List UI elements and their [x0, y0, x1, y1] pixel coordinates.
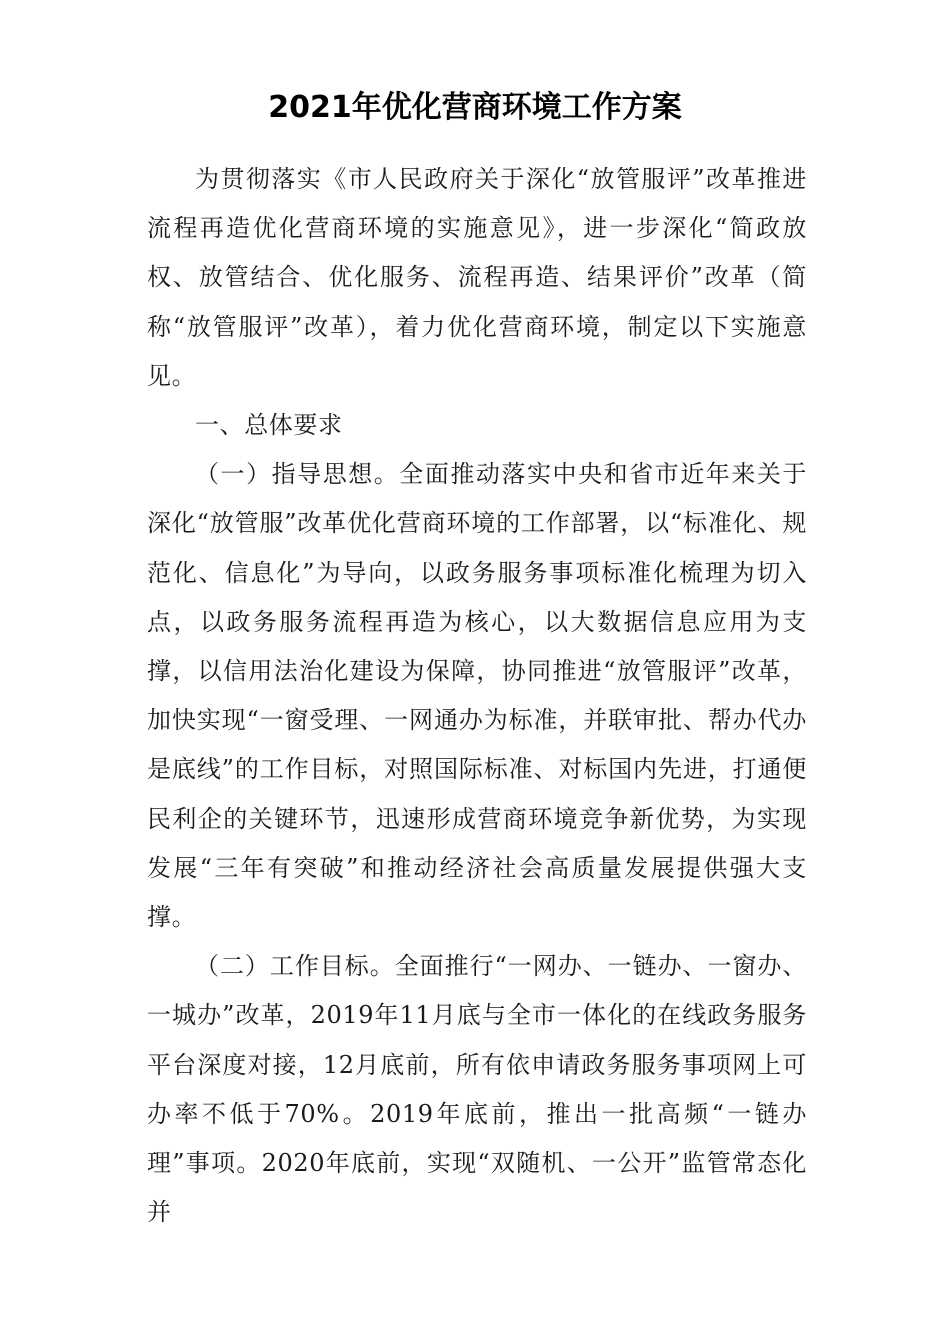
work-goals-paragraph: （二）工作目标。全面推行“一网办、一链办、一窗办、一城办”改革，2019年11月底与全市一体化的在线政务服务平台深度对接，12月底前，所有依申请政务服务事项网上可办率不低于70%。2019年底前，推出一批高频“一链办理”事项。2020年底前，实现“双随机、一公开”监管常态化并	[147, 952, 807, 1227]
intro-paragraph: 为贯彻落实《市人民政府关于深化“放管服评”改革推进流程再造优化营商环境的实施意见》，进一步深化“简政放权、放管结合、优化服务、流程再造、结果评价”改革（简称“放管服评”改革），着力优化营商环境，制定以下实施意见。	[147, 165, 807, 390]
document-body	[147, 155, 807, 1237]
guiding-ideology-paragraph: （一）指导思想。全面推动落实中央和省市近年来关于深化“放管服”改革优化营商环境的工作部署，以“标准化、规范化、信息化”为导向，以政务服务事项标准化梳理为切入点，以政务服务流程再造为核心，以大数据信息应用为支撑，以信用法治化建设为保障，协同推进“放管服评”改革，加快实现“一窗受理、一网通办为标准，并联审批、帮办代办是底线”的工作目标，对照国际标准、对标国内先进，打通便民利企的关键环节，迅速形成营商环境竞争新优势，为实现发展“三年有突破”和推动经济社会高质量发展提供强大支撑。	[147, 460, 807, 932]
document-title: 2021年优化营商环境工作方案	[268, 90, 682, 125]
section-heading: 一、总体要求	[195, 411, 343, 440]
